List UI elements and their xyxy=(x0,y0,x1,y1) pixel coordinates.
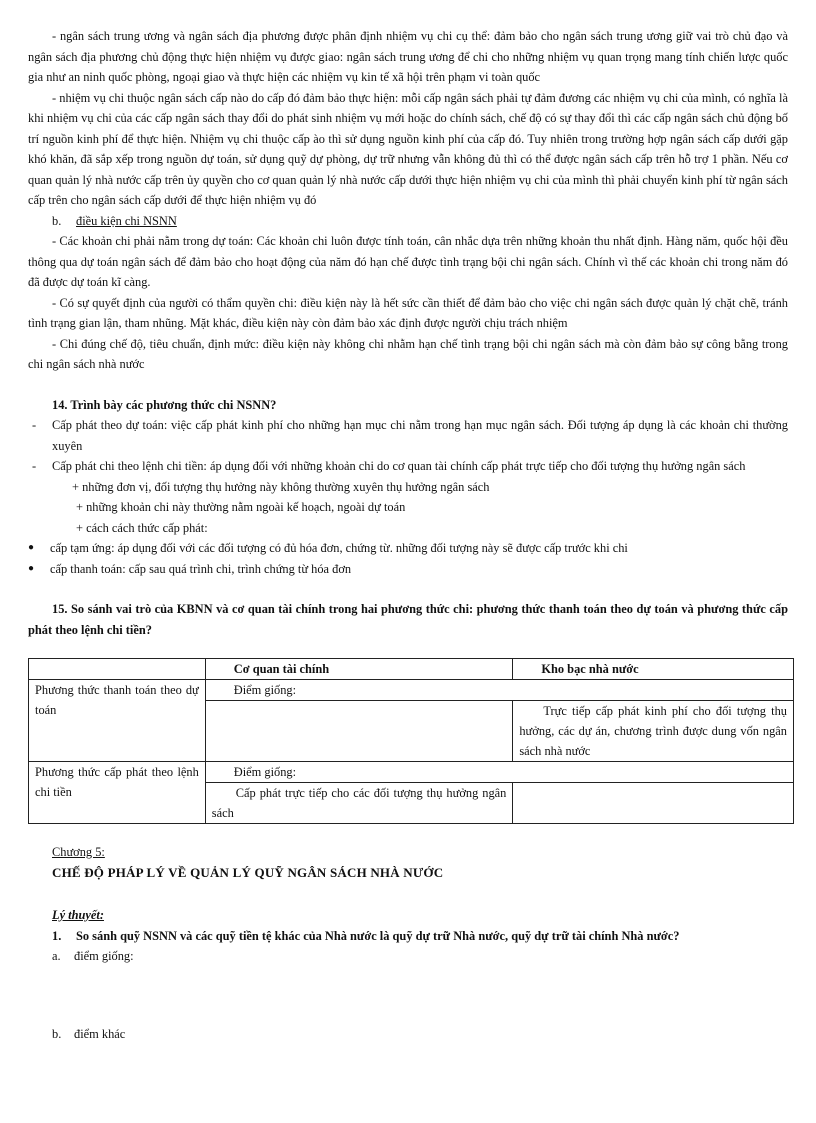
theory-heading: Lý thuyết: xyxy=(52,908,104,922)
q14-plus-item: + những đơn vị, đối tượng thụ hưởng này không thường xuyên thụ hưởng ngân sách xyxy=(72,479,490,494)
paragraph-b1: - Các khoản chi phải nằm trong dự toán: Các khoản chi luôn được tính toán, cân nhắc dựa trên những khoản thu nhất định. Hàng năm, quốc hội đều thông qua dự toán ngân sách để đảm bảo cho hoạt động của năm đó hạn chế được tình trạng bội chi ngân sách. Chính vì thế các khoản chi trong năm đó đã được dự toán kĩ càng. xyxy=(28,234,788,289)
q14-bullet-item: ● cấp thanh toán: cấp sau quá trình chi, trình chứng từ hóa đơn xyxy=(28,559,788,580)
chapter-label: Chương 5: xyxy=(52,845,105,859)
table-cell: Điểm giống: xyxy=(205,762,793,783)
table-cell xyxy=(205,701,513,762)
table-cell: Điểm giống: xyxy=(205,680,793,701)
paragraph-a2: - nhiệm vụ chi thuộc ngân sách cấp nào do cấp đó đảm bảo thực hiện: mỗi cấp ngân sách phải tự đảm đương các nhiệm vụ chi của mình, có nghĩa là khi nhiệm vụ chi của các cấp ngân sách thay đổi do phát sinh nhiệm vụ mới hoặc do chính sách, chế độ có sự thay đổi thì các cấp ngân sách chủ động bố trí nguồn kinh phí để thực hiện. Nhiệm vụ chi thuộc cấp ào thì sử dụng nguồn kinh phí của cấp đó. Tuy nhiên trong trường hợp ngân sách cấp dưới gặp khó khăn, đã sắp xếp trong nguồn dự toán, sử dụng quỹ dự phòng, dự trữ nhưng vẫn không đủ thì có thể được ngân sách cấp trên hỗ trợ 1 phần. Nếu cơ quan quản lý nhà nước cấp trên ủy quyền cho cơ quan quản lý nhà nước cấp dưới thực hiện nhiệm vụ chi của mình thì phải chuyển kinh phí từ ngân sách cấp trên cho ngân sách cấp dưới để thực hiện nhiệm vụ đó xyxy=(28,90,788,207)
table-header-cell: Kho bạc nhà nước xyxy=(513,659,794,680)
comparison-table xyxy=(28,658,794,824)
section-b-heading xyxy=(28,211,788,232)
sub-item-b: b. điểm khác xyxy=(52,1026,126,1041)
table-cell: Trực tiếp cấp phát kinh phí cho đối tượng thụ hưởng, các dự án, chương trình được dung vốn ngân sách nhà nước xyxy=(513,701,794,762)
q14-bullet-item: ● cấp tạm ứng: áp dụng đối với các đối tượng có đủ hóa đơn, chứng từ. những đối tượng này sẽ được cấp trước khi chi xyxy=(28,538,788,559)
question-14-title: 14. Trình bày các phương thức chi NSNN? xyxy=(52,397,277,412)
table-row xyxy=(29,680,794,701)
sub-item-a: a. điểm giống: xyxy=(52,949,134,963)
q14-plus-item: + cách cách thức cấp phát: xyxy=(76,520,208,535)
section-b-title: điều kiện chi NSNN xyxy=(76,213,177,228)
paragraph-a1: - ngân sách trung ương và ngân sách địa phương được phân định nhiệm vụ chi cụ thể: đảm bảo cho ngân sách trung ương giữ vai trò chủ đạo và ngân sách địa phương chủ động thực hiện nhiệm vụ được giao: ngân sách trung ương để chi cho những nhiệm vụ quan trọng mang tính chiến lược quốc gia như an ninh quốc phòng, ngoại giao và thực hiện các nhiệm vụ kin tế xã hội trên phạm vi toàn quốc xyxy=(28,29,788,84)
q14-plus-item: + những khoản chi này thường nằm ngoài kế hoạch, ngoài dự toán xyxy=(76,500,406,514)
table-header-row xyxy=(29,659,794,680)
table-row-label: Phương thức cấp phát theo lệnh chi tiền xyxy=(29,762,206,824)
table-cell xyxy=(513,783,794,824)
paragraph-b3: - Chi đúng chế độ, tiêu chuẩn, định mức: điều kiện này không chỉ nhằm hạn chế tình trạng bội chi ngân sách mà còn đảm bảo sự công bằng trong chi ngân sách nhà nước xyxy=(28,336,788,371)
section-b-label: b. xyxy=(52,213,62,228)
table-header-cell: Cơ quan tài chính xyxy=(205,659,513,680)
document-page xyxy=(28,26,788,1044)
question-15-title: 15. So sánh vai trò của KBNN và cơ quan tài chính trong hai phương thức chi: phương thức thanh toán theo dự toán và phương thức cấp phát theo lệnh chi tiền? xyxy=(28,602,788,637)
question-1: 1. So sánh quỹ NSNN và các quỹ tiền tệ khác của Nhà nước là quỹ dự trữ Nhà nước, quỹ dự trữ tài chính Nhà nước? xyxy=(52,928,680,943)
paragraph-b2: - Có sự quyết định của người có thẩm quyền chi: điều kiện này là hết sức cần thiết để đảm bảo cho việc chi ngân sách được quản lý chặt chẽ, tránh tình trạng gian lận, tham nhũng. Mặt khác, điều kiện này còn đảm bảo xác định được người chịu trách nhiệm xyxy=(28,295,788,330)
q14-dash-item: - Cấp phát theo dự toán: việc cấp phát kinh phí cho những hạn mục chi nằm trong hạn mục ngân sách. Đối tượng áp dụng là các khoản chi thường xuyên xyxy=(32,418,788,453)
table-row-label: Phương thức thanh toán theo dự toán xyxy=(29,680,206,762)
chapter-title: CHẾ ĐỘ PHÁP LÝ VỀ QUẢN LÝ QUỸ NGÂN SÁCH NHÀ NƯỚC xyxy=(52,864,444,880)
table-header-cell xyxy=(29,659,206,680)
table-row xyxy=(29,762,794,783)
table-cell: Cấp phát trực tiếp cho các đối tượng thụ hưởng ngân sách xyxy=(205,783,513,824)
q14-dash-item: - Cấp phát chi theo lệnh chi tiền: áp dụng đối với những khoản chi do cơ quan tài chính cấp phát trực tiếp cho đối tượng thụ hưởng ngân sách xyxy=(32,459,746,473)
